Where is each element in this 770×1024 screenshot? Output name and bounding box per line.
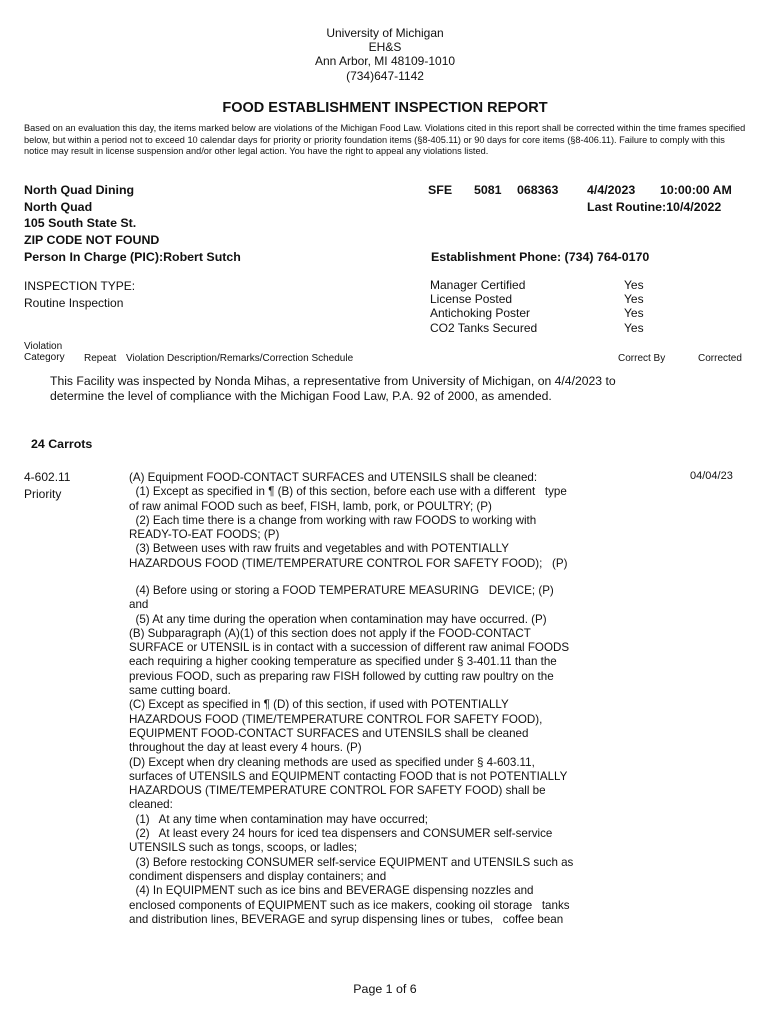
col-violation: Violation bbox=[24, 341, 63, 352]
section-title: 24 Carrots bbox=[31, 437, 93, 451]
col-repeat: Repeat bbox=[84, 353, 117, 364]
last-routine: Last Routine:10/4/2022 bbox=[587, 200, 722, 214]
violation-text-a: (A) Equipment FOOD-CONTACT SURFACES and UTENSILS shall be cleaned: (1) Except as specified in ¶ (B) of this section, before each use with a different type of raw animal FOOD such as beef, FISH, lamb, pork, or POULTRY; (P) (2) Each time there is a change from working with raw FOODS to working with READY-TO-EAT FOODS; (P) (3) Between uses with raw fruits and vegetables and with POTENTIALLY HAZARDOUS FOOD (TIME/TEMPERATURE CONTROL FOR SAFETY FOOD); (P) bbox=[129, 471, 568, 570]
org-address: Ann Arbor, MI 48109-1010 bbox=[314, 54, 456, 68]
facility-statement: This Facility was inspected by Nonda Mihas, a representative from University of Michigan, on 4/4/2023 to determine the level of compliance with the Michigan Food Law, P.A. 92 of 2000, as amended. bbox=[50, 374, 616, 403]
establishment-phone: Establishment Phone: (734) 764-0170 bbox=[431, 250, 650, 264]
col-correct-by: Correct By bbox=[618, 353, 666, 364]
violation-text-b: (4) Before using or storing a FOOD TEMPERATURE MEASURING DEVICE; (P) and (5) At any time during the operation when contamination may have occurred. (P) (B) Subparagraph (A)(1) of this section does not apply if the FOOD-CONTACT SURFACE or UTENSIL is in contact with a succession of different raw animal FOODS each requiring a higher cooking temperature as specified under § 3-401.11 than the previous FOOD, such as preparing raw FISH followed by cutting raw poultry on the same cutting board. (C) Except as specified in ¶ (D) of this section, if used with POTENTIALLY HAZARDOUS FOOD (TIME/TEMPERATURE CONTROL FOR SAFETY FOOD), EQUIPMENT FOOD-CONTACT SURFACES and UTENSILS shall be cleaned throughout the day at least every 4 hours. (P) (D) Except when dry cleaning methods are used as specified under § 4-603.11, surfaces of UTENSILS and EQUIPMENT contacting FOOD that is not POTENTIALLY HAZARDOUS (TIME/TEMPERATURE CONTROL FOR SAFETY FOOD) shall be cleaned: (1) At any time when contamination may have occurred; (2) At least every 24 hours for iced tea dispensers and CONSUMER self-service UTENSILS such as tongs, scoops, or ladles; (3) Before restocking CONSUMER self-service EQUIPMENT and UTENSILS such as condiment dispensers and display containers; and (4) In EQUIPMENT such as ice bins and BEVERAGE dispensing nozzles and enclosed components of EQUIPMENT such as ice makers, cooking oil storage tanks and distribution lines, BEVERAGE and syrup dispensing lines or tubes, coffee bean bbox=[129, 584, 574, 926]
sfe-label: SFE bbox=[428, 183, 453, 197]
corrected-date: 04/04/23 bbox=[690, 470, 733, 482]
intro-paragraph: Based on an evaluation this day, the items marked below are violations of the Michigan Food Law. Violations cited in this report shall be corrected within the time frames specified below, but within a period not to exceed 10 calendar days for priority or priority foundation items (§8-405.11) or 90 days for core items (§8-406.11). Failure to comply with this notice may result in license suspension and/or other legal action. You have the right to appeal any violations listed. bbox=[24, 123, 746, 157]
person-in-charge: Person In Charge (PIC):Robert Sutch bbox=[24, 250, 241, 264]
check-label: CO2 Tanks Secured bbox=[430, 321, 538, 335]
check-value: Yes bbox=[624, 306, 644, 320]
establishment-code-1: 5081 bbox=[474, 183, 502, 197]
dept-name: EH&S bbox=[368, 40, 402, 54]
violation-category: Priority bbox=[24, 487, 62, 501]
establishment-building: North Quad bbox=[24, 200, 93, 214]
violation-code: 4-602.11 bbox=[24, 470, 71, 484]
org-name: University of Michigan bbox=[326, 26, 444, 40]
inspection-date: 4/4/2023 bbox=[587, 183, 636, 197]
inspection-time: 10:00:00 AM bbox=[660, 183, 732, 197]
col-corrected: Corrected bbox=[698, 353, 742, 364]
establishment-zip: ZIP CODE NOT FOUND bbox=[24, 233, 160, 247]
check-label: License Posted bbox=[430, 292, 513, 306]
establishment-code-2: 068363 bbox=[517, 183, 559, 197]
inspection-type-label: INSPECTION TYPE: bbox=[24, 279, 136, 293]
check-label: Antichoking Poster bbox=[430, 306, 531, 320]
check-value: Yes bbox=[624, 278, 644, 292]
org-phone: (734)647-1142 bbox=[346, 69, 424, 83]
establishment-name: North Quad Dining bbox=[24, 183, 135, 197]
report-title: FOOD ESTABLISHMENT INSPECTION REPORT bbox=[222, 100, 548, 116]
check-value: Yes bbox=[624, 292, 644, 306]
establishment-street: 105 South State St. bbox=[24, 216, 137, 230]
check-label: Manager Certified bbox=[430, 278, 526, 292]
page-number: Page 1 of 6 bbox=[353, 982, 417, 996]
col-category: Category bbox=[24, 352, 65, 363]
inspection-type-value: Routine Inspection bbox=[24, 296, 124, 310]
col-description: Violation Description/Remarks/Correction Schedule bbox=[126, 353, 354, 364]
check-value: Yes bbox=[624, 321, 644, 335]
